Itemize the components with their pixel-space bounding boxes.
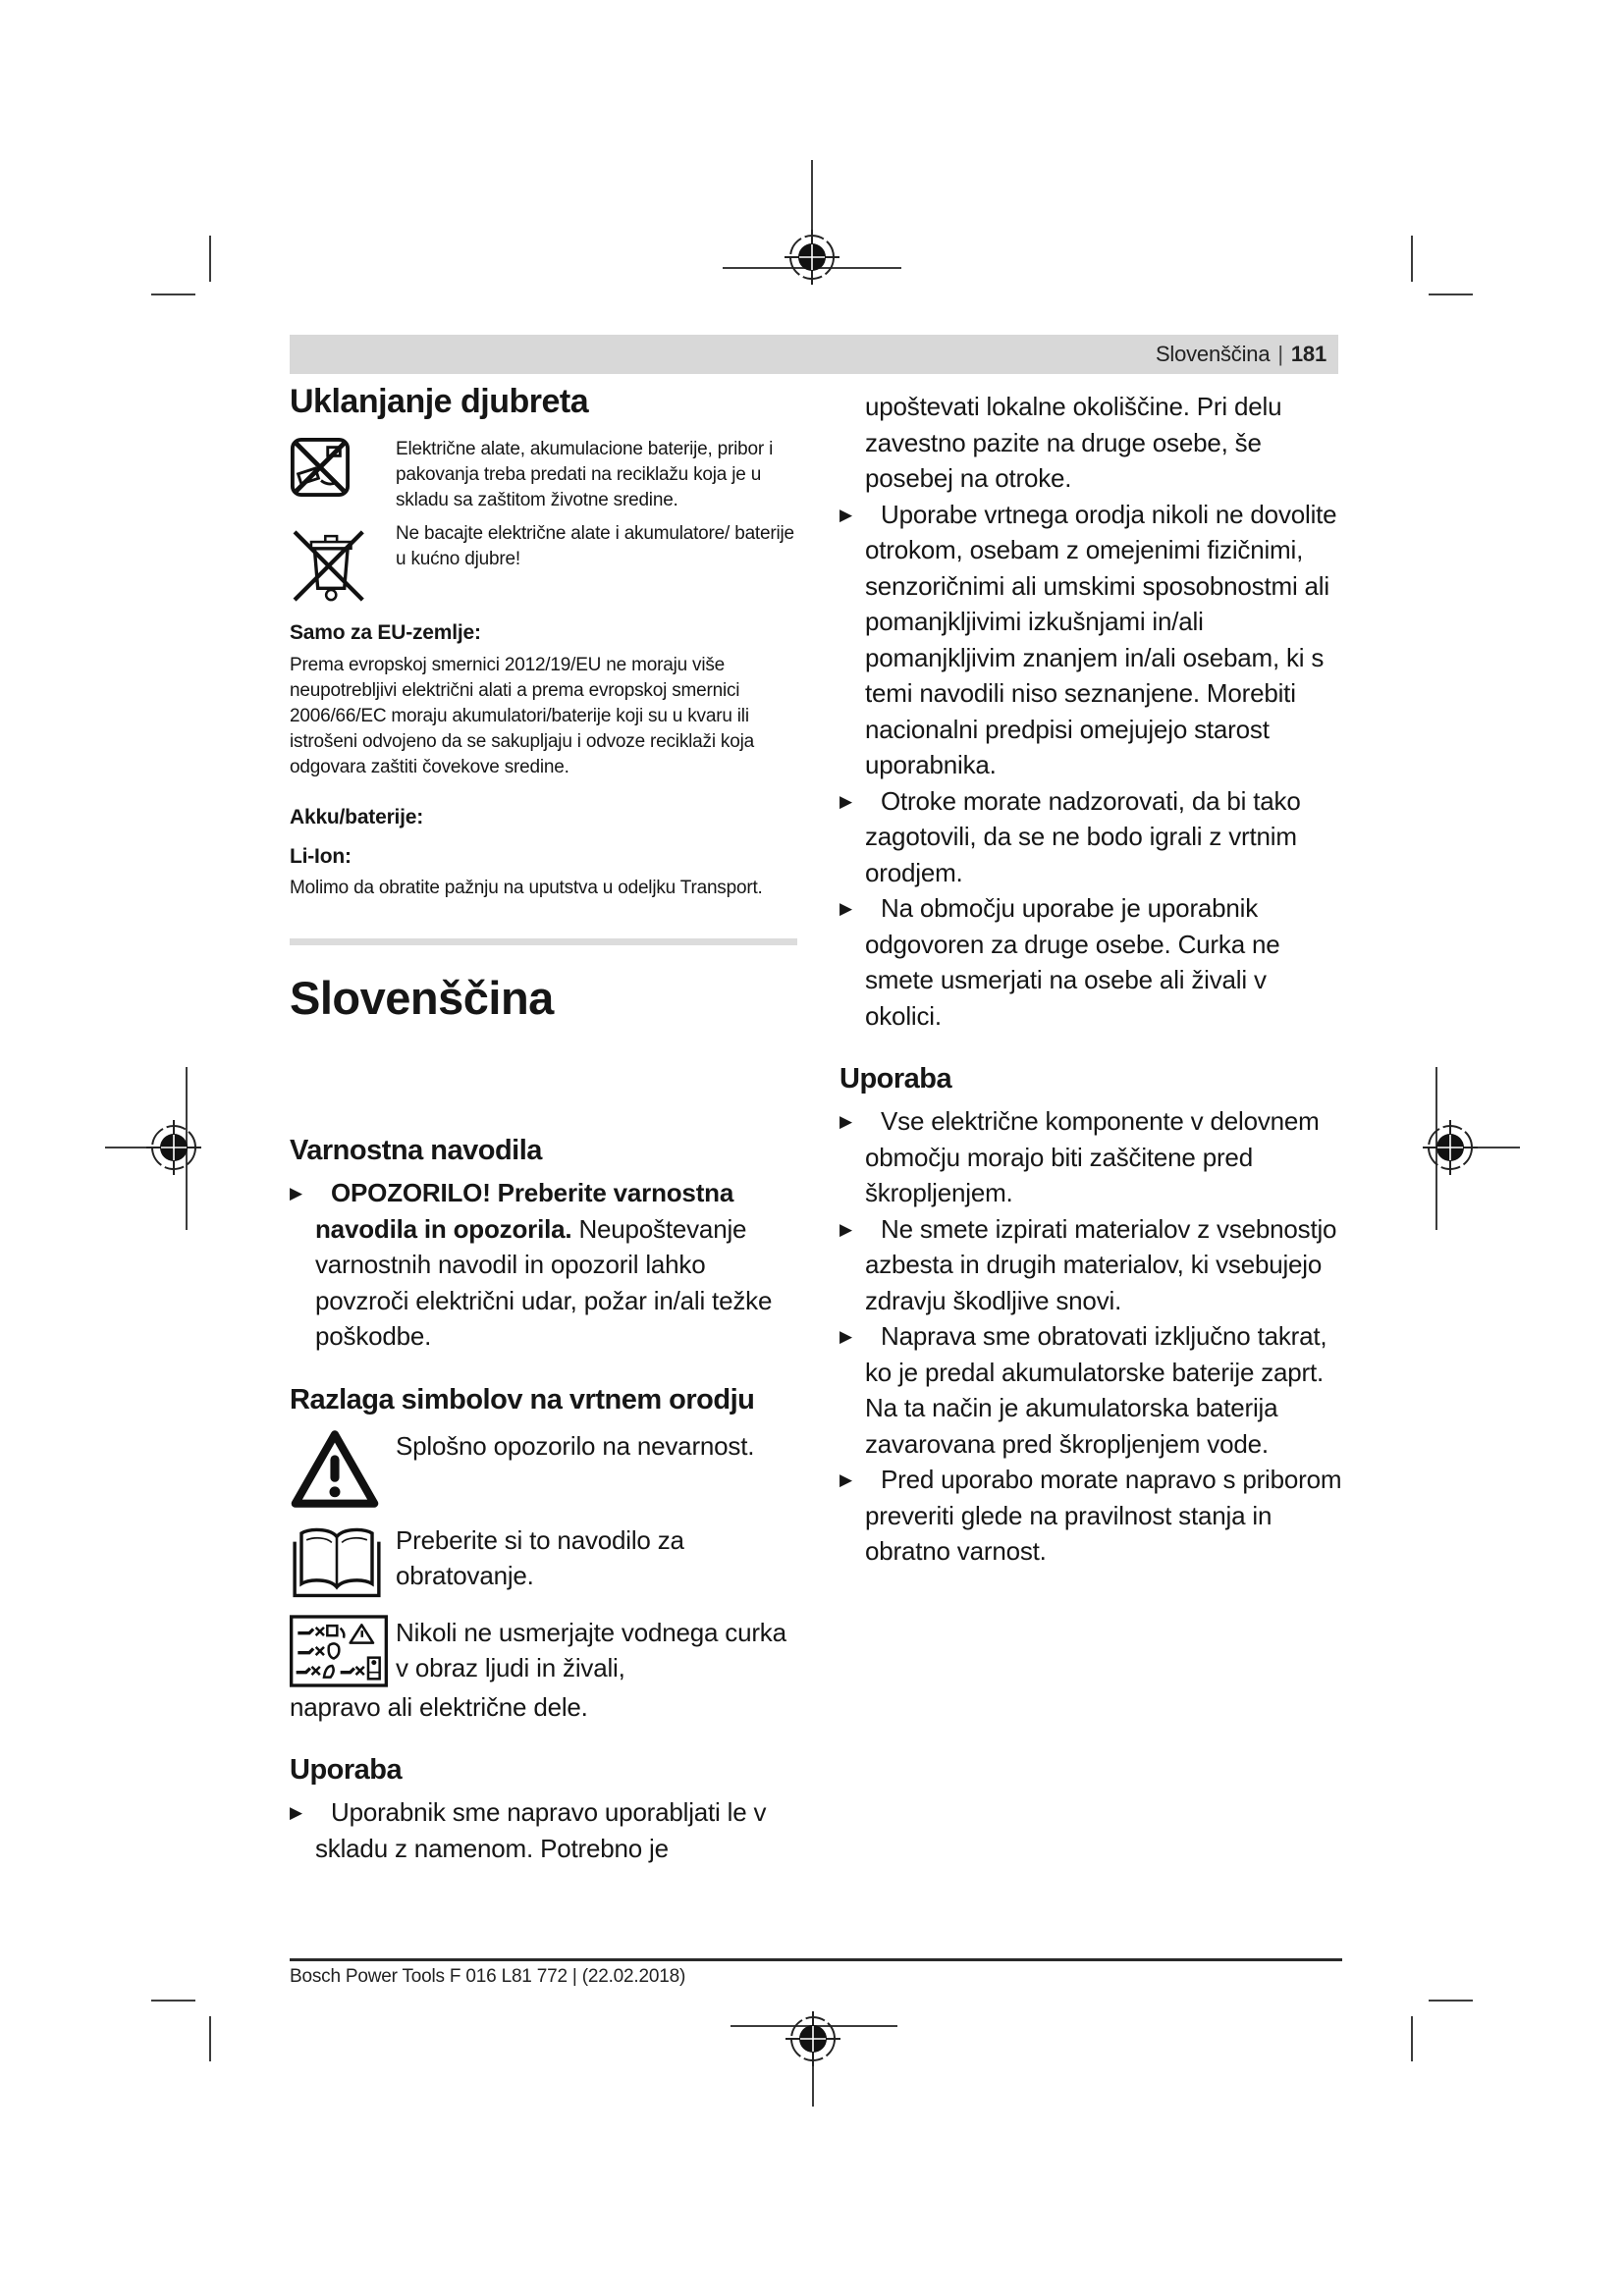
crop-mark-top-left-v [209, 236, 211, 282]
symbol-continuation: napravo ali električne dele. [290, 1691, 588, 1722]
eu-text: Prema evropskoj smernici 2012/19/EU ne moraju više neupotrebljivi električni alati a prema evropskoj smernici 2006/66/EC moraju akumulatori/baterije koji su u kvaru ili istrošeni odvojeno da se sakupljaju i odvoze reciklaži koja odgovara zaštiti čovekove sredine. [290, 655, 754, 777]
symbol-text: Splošno opozorilo na nevarnost. [396, 1430, 755, 1461]
bullet-icon: ▶ [839, 505, 852, 524]
akku-heading: Akku/baterije: [290, 806, 424, 828]
crop-mark-top-right-h [1429, 294, 1473, 295]
usage-bullet-text: Uporabnik sme napravo uporabljati le v skladu z namenom. Potrebno je [315, 1797, 767, 1863]
open-book-icon [290, 1522, 396, 1603]
warning-triangle-icon [290, 1428, 396, 1511]
bullet-icon: ▶ [290, 1803, 302, 1822]
header-language-label: Slovenščina [1155, 342, 1271, 366]
language-title: Slovenščina [290, 972, 554, 1024]
crop-mark-top-left-h [151, 294, 195, 295]
safety-bullet-text: Uporabe vrtnega orodja nikoli ne dovolite otrokom, osebam z omejenimi fizičnimi, senzoričnimi ali umskimi sposobnostmi ali pomanjkljivimi izkušnjami in/ali pomanjkljivim znanjem in/ali osebam, ki s temi navodili niso seznanjene. Morebiti nacionalni predpisi omejujejo starost uporabnika. [865, 499, 1337, 779]
symbol-text: Preberite si to navodilo za obratovanje. [396, 1524, 684, 1590]
bullet-icon: ▶ [839, 1219, 852, 1239]
bullet-icon: ▶ [839, 899, 852, 918]
disposal-item [290, 437, 797, 513]
right-column [839, 389, 1347, 1570]
footer-text: Bosch Power Tools F 016 L81 772 | (22.02.2018) [290, 1966, 686, 1987]
bullet-icon: ▶ [839, 1327, 852, 1346]
disposal-title: Uklanjanje djubreta [290, 383, 589, 420]
safety-bullet [839, 497, 1347, 783]
registration-target-icon [146, 1120, 201, 1175]
usage-title-left: Uporaba [290, 1754, 403, 1786]
crossed-wheelie-bin-icon [290, 521, 396, 606]
bullet-icon: ▶ [839, 791, 852, 811]
bullet-icon: ▶ [839, 1112, 852, 1131]
liion-heading: Li-Ion: [290, 845, 352, 868]
registration-target-icon [785, 2011, 840, 2066]
warning-rest-text: Neupoštevanje varnostnih navodil in opozoril lahko povzroči električni udar, požar in/ali težke poškodbe. [315, 1213, 773, 1351]
symbol-row [290, 1615, 797, 1687]
disposal-item [290, 521, 797, 606]
bullet-icon: ▶ [839, 1470, 852, 1489]
continuation-paragraph: upoštevati lokalne okoliščine. Pri delu zavestno pazite na druge osebe, še posebej na otroke. [865, 392, 1282, 493]
usage-bullet-text: Vse električne komponente v delovnem območju morajo biti zaščitene pred škropljenjem. [865, 1106, 1320, 1207]
safety-bullet-text: Otroke morate nadzorovati, da bi tako zagotovili, da se ne bodo igrali z vrtnim orodjem. [865, 785, 1301, 887]
left-column [290, 383, 797, 1866]
page-header [290, 335, 1338, 374]
crossed-battery-icon [290, 437, 396, 498]
no-spray-icon [290, 1615, 396, 1687]
usage-bullet-text: Ne smete izpirati materialov z vsebnostjo azbesta in drugih materialov, ki vsebujejo zdravju škodljive snovi. [865, 1213, 1337, 1315]
symbol-text: Nikoli ne usmerjajte vodnega curka v obraz ljudi in živali, [396, 1617, 786, 1682]
crop-mark-bottom-left-h [151, 2000, 195, 2002]
crop-mark-top-right-v [1411, 236, 1413, 282]
crop-mark-bottom-right-v [1411, 2016, 1413, 2061]
usage-bullet [839, 1211, 1347, 1319]
liion-text: Molimo da obratite pažnju na uputstva u odeljku Transport. [290, 878, 763, 898]
disposal-item-text: Ne bacajte električne alate i akumulatore/ baterije u kućno djubre! [396, 523, 794, 569]
crop-mark-bottom-left-v [209, 2016, 211, 2061]
bullet-icon: ▶ [290, 1184, 302, 1202]
safety-bullet [839, 890, 1347, 1034]
warning-bold-text: OPOZORILO! Preberite varnostna navodila in opozorila. [315, 1178, 734, 1244]
usage-title-right: Uporaba [839, 1063, 952, 1095]
symbols-title: Razlaga simbolov na vrtnem orodju [290, 1383, 755, 1415]
safety-bullet-text: Na območju uporabe je uporabnik odgovoren za druge osebe. Curka ne smete usmerjati na osebe ali živali v okolici. [865, 893, 1280, 1031]
usage-bullet-text: Naprava sme obratovati izključno takrat, ko je predal akumulatorske baterije zaprt. Na ta način je akumulatorska baterija zavarovana pred škropljenjem vode. [865, 1321, 1327, 1459]
header-page-number: 181 [1290, 342, 1326, 366]
crop-mark-bottom-right-h [1429, 2000, 1473, 2002]
safety-warning-bullet [290, 1175, 797, 1355]
registration-target-icon [1423, 1120, 1478, 1175]
registration-target-icon [785, 230, 839, 285]
symbol-row [290, 1522, 797, 1603]
header-separator: | [1277, 342, 1283, 366]
usage-bullet [290, 1794, 797, 1866]
eu-heading: Samo za EU-zemlje: [290, 621, 481, 644]
disposal-item-text: Električne alate, akumulacione baterije, pribor i pakovanja treba predati na reciklažu koja je u skladu sa zaštitom životne sredine. [396, 439, 774, 510]
usage-bullet [839, 1318, 1347, 1462]
section-divider [290, 938, 797, 945]
symbol-row [290, 1428, 797, 1511]
usage-bullet-text: Pred uporabo morate napravo s priborom preveriti glede na pravilnost stanja in obratno varnost. [865, 1465, 1342, 1566]
usage-bullet [839, 1462, 1347, 1570]
safety-bullet [839, 783, 1347, 891]
safety-title: Varnostna navodila [290, 1135, 542, 1166]
footer-rule [290, 1958, 1342, 1961]
usage-bullet [839, 1103, 1347, 1211]
